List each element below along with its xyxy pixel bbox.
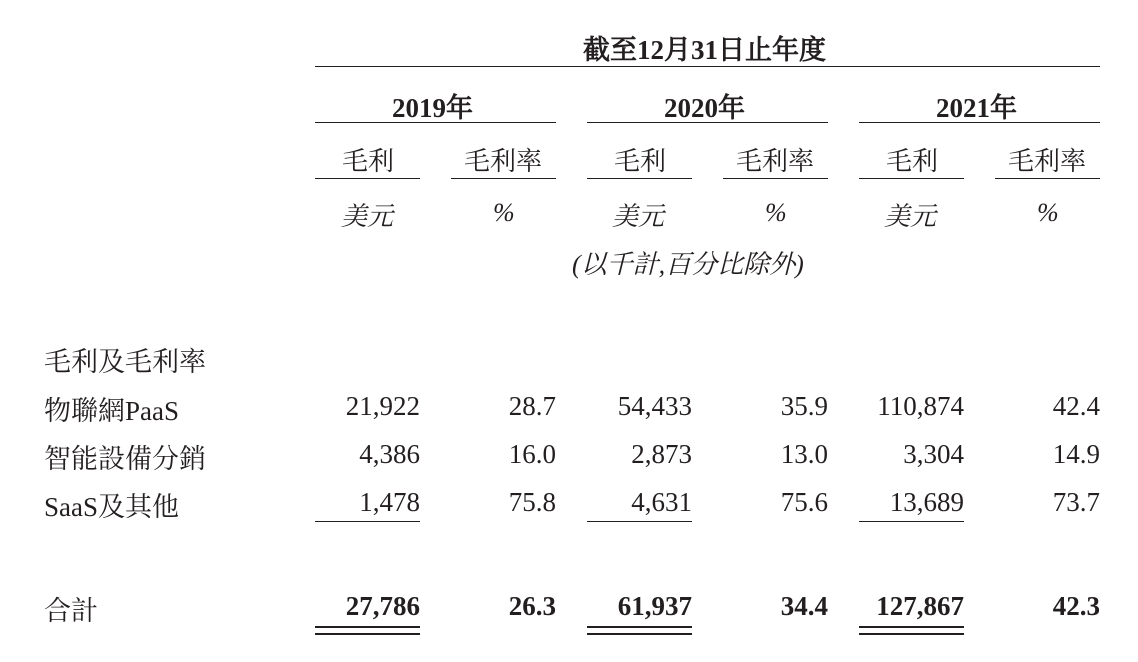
subtotal-rule (859, 521, 964, 522)
total-margin-2020: 34.4 (780, 591, 828, 621)
year-2020-underline (587, 122, 828, 123)
cell-gross-profit-2019: 21,922 (345, 391, 420, 421)
cell-gross-profit-2021: 13,689 (889, 487, 964, 517)
year-2019-underline (315, 122, 556, 123)
total-double-rule (859, 626, 964, 635)
total-label: 合計 (44, 596, 98, 626)
unit-pct-2019: % (493, 198, 515, 227)
cell-gross-profit-2021: 3,304 (903, 439, 964, 469)
col-underline (315, 178, 420, 179)
year-2019-header: 2019年 (392, 93, 473, 123)
total-gross-profit-2021: 127,867 (876, 591, 964, 621)
unit-usd-2021: 美元 (884, 202, 937, 231)
cell-gross-profit-2020: 4,631 (631, 487, 692, 517)
cell-gross-profit-2020: 2,873 (631, 439, 692, 469)
unit-pct-2020: % (765, 198, 787, 227)
subtotal-rule (315, 521, 420, 522)
period-underline (315, 66, 1100, 67)
cell-margin-2020: 13.0 (780, 439, 828, 469)
year-2021-underline (859, 122, 1100, 123)
total-margin-2021: 42.3 (1052, 591, 1100, 621)
col-underline (995, 178, 1100, 179)
cell-gross-profit-2021: 110,874 (877, 391, 964, 421)
cell-margin-2020: 75.6 (780, 487, 828, 517)
col-margin-2019: 毛利率 (464, 147, 543, 176)
cell-margin-2021: 73.7 (1052, 487, 1100, 517)
year-2021-header: 2021年 (936, 93, 1017, 123)
cell-margin-2020: 35.9 (780, 391, 828, 421)
subtotal-rule (587, 521, 692, 522)
row-label: 智能設備分銷 (44, 444, 206, 474)
total-margin-2019: 26.3 (508, 591, 556, 621)
cell-margin-2021: 14.9 (1052, 439, 1100, 469)
col-margin-2021: 毛利率 (1008, 147, 1087, 176)
cell-margin-2019: 16.0 (508, 439, 556, 469)
cell-gross-profit-2019: 1,478 (359, 487, 420, 517)
cell-margin-2019: 75.8 (508, 487, 556, 517)
row-label: SaaS及其他 (44, 492, 179, 522)
col-underline (859, 178, 964, 179)
cell-gross-profit-2020: 54,433 (617, 391, 692, 421)
col-gross-profit-2020: 毛利 (614, 147, 667, 176)
col-margin-2020: 毛利率 (736, 147, 815, 176)
section-title: 毛利及毛利率 (44, 347, 206, 377)
unit-usd-2020: 美元 (612, 202, 665, 231)
unit-usd-2019: 美元 (341, 202, 394, 231)
cell-margin-2019: 28.7 (508, 391, 556, 421)
period-header: 截至12月31日止年度 (583, 35, 826, 65)
col-gross-profit-2019: 毛利 (342, 147, 395, 176)
cell-margin-2021: 42.4 (1052, 391, 1100, 421)
col-gross-profit-2021: 毛利 (886, 147, 939, 176)
cell-gross-profit-2019: 4,386 (359, 439, 420, 469)
total-double-rule (587, 626, 692, 635)
col-underline (451, 178, 556, 179)
year-2020-header: 2020年 (664, 93, 745, 123)
col-underline (723, 178, 828, 179)
total-gross-profit-2020: 61,937 (617, 591, 692, 621)
col-underline (587, 178, 692, 179)
unit-pct-2021: % (1037, 198, 1059, 227)
total-gross-profit-2019: 27,786 (345, 591, 420, 621)
row-label: 物聯網PaaS (44, 396, 179, 426)
total-double-rule (315, 626, 420, 635)
unit-note: (以千計,百分比除外) (572, 250, 804, 279)
